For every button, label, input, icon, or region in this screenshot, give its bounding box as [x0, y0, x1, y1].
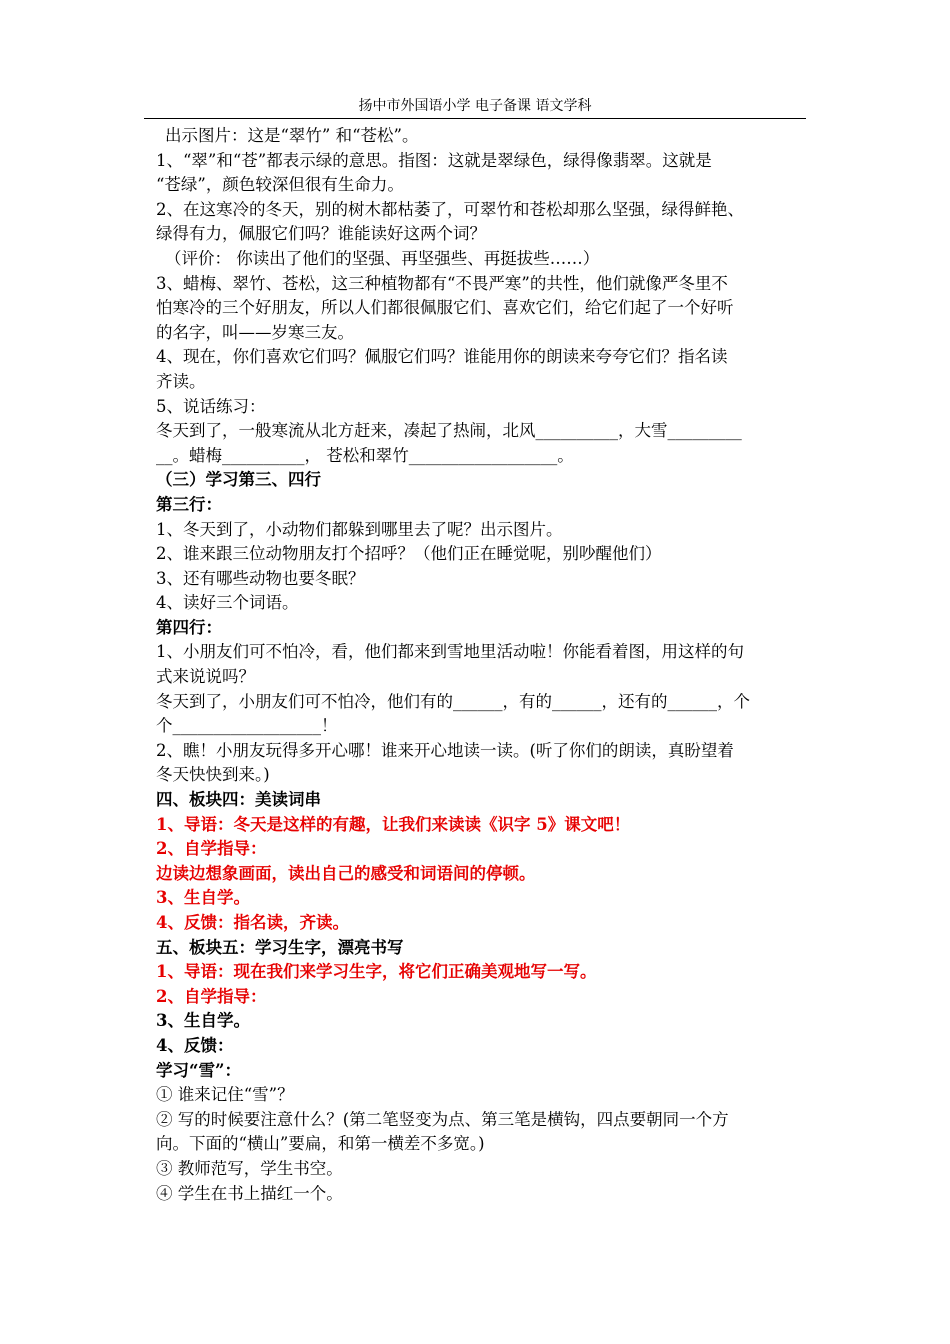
highlight-line: 1、导语：冬天是这样的有趣，让我们来读读《识字 5》课文吧！ — [156, 814, 631, 834]
subsection-heading: 第四行： — [156, 617, 222, 637]
text-line: （评价： 你读出了他们的坚强、再坚强些、再挺拔些……） — [165, 248, 600, 268]
bold-line: 4、反馈： — [156, 1035, 234, 1055]
text-line: 2、在这寒冷的冬天，别的树木都枯萎了，可翠竹和苍松却那么坚强，绿得鲜艳、 — [156, 199, 744, 219]
text-line: 1、小朋友们可不怕冷，看，他们都来到雪地里活动啦！你能看着图，用这样的句 — [156, 642, 744, 662]
highlight-line: 1、导语：现在我们来学习生字，将它们正确美观地写一写。 — [156, 962, 597, 982]
text-line: 4、现在，你们喜欢它们吗？佩服它们吗？谁能用你的朗读来夸夸它们？指名读 — [156, 347, 728, 367]
document-body — [143, 124, 807, 1206]
text-line: 向。下面的“横山”要扁，和第一横差不多宽。) — [156, 1134, 485, 1154]
text-line: 2、瞧！小朋友玩得多开心哪！谁来开心地读一读。(听了你们的朗读，真盼望着 — [156, 740, 734, 760]
text-line: “苍绿”，颜色较深但很有生命力。 — [156, 175, 404, 195]
text-line: 3、还有哪些动物也要冬眠？ — [156, 568, 365, 588]
text-line: 的名字，叫——岁寒三友。 — [156, 322, 354, 342]
text-line: 式来说说吗？ — [156, 667, 255, 687]
text-line: 怕寒冷的三个好朋友，所以人们都很佩服它们、喜欢它们，给它们起了一个好听 — [156, 298, 734, 318]
section-heading: 五、板块五：学习生字，漂亮书写 — [156, 937, 404, 957]
highlight-line: 边读边想象画面，读出自己的感受和词语间的停顿。 — [156, 863, 536, 883]
text-line: 4、读好三个词语。 — [156, 593, 299, 613]
text-line: 2、谁来跟三位动物朋友打个招呼？（他们正在睡觉呢，别吵醒他们） — [156, 544, 662, 564]
text-line: 冬天到了，小朋友们可不怕冷，他们有的______，有的______，还有的______，个 — [156, 691, 750, 711]
text-line: 1、冬天到了，小动物们都躲到哪里去了呢？出示图片。 — [156, 519, 563, 539]
text-line: 3、蜡梅、翠竹、苍松，这三种植物都有“不畏严寒”的共性，他们就像严冬里不 — [156, 273, 728, 293]
highlight-line: 3、生自学。 — [156, 888, 250, 908]
text-line: ① 谁来记住“雪”？ — [156, 1085, 294, 1105]
text-line: ③ 教师范写，学生书空。 — [156, 1158, 343, 1178]
text-line: ② 写的时候要注意什么？(第二笔竖变为点、第三笔是横钩，四点要朝同一个方 — [156, 1109, 729, 1129]
highlight-line: 2、自学指导： — [156, 839, 267, 859]
subsection-heading: 第三行： — [156, 494, 222, 514]
text-line: 5、说话练习： — [156, 396, 266, 416]
text-line: 个__________________！ — [156, 716, 338, 736]
text-line: 冬天快快到来。) — [156, 765, 270, 785]
section-heading: （三）学习第三、四行 — [156, 470, 321, 490]
text-line: ④ 学生在书上描红一个。 — [156, 1183, 343, 1203]
text-line: 绿得有力，佩服它们吗？谁能读好这两个词？ — [156, 224, 486, 244]
highlight-line: 4、反馈：指名读，齐读。 — [156, 913, 349, 932]
bold-line: 学习“雪”： — [156, 1060, 241, 1080]
text-line: __。蜡梅__________， 苍松和翠竹__________________。 — [156, 445, 574, 465]
text-line: 1、“翠”和“苍”都表示绿的意思。指图：这就是翠绿色，绿得像翡翠。这就是 — [156, 150, 712, 170]
section-heading: 四、板块四：美读词串 — [156, 790, 321, 810]
page-header: 扬中市外国语小学 电子备课 语文学科 — [144, 96, 806, 119]
bold-line: 3、生自学。 — [156, 1011, 250, 1031]
text-line: 出示图片：这是“翠竹” 和“苍松”。 — [165, 126, 419, 145]
text-line: 冬天到了，一般寒流从北方赶来，凑起了热闹，北风__________，大雪_________ — [156, 421, 742, 441]
highlight-line: 2、自学指导： — [156, 986, 267, 1006]
text-line: 齐读。 — [156, 371, 206, 391]
